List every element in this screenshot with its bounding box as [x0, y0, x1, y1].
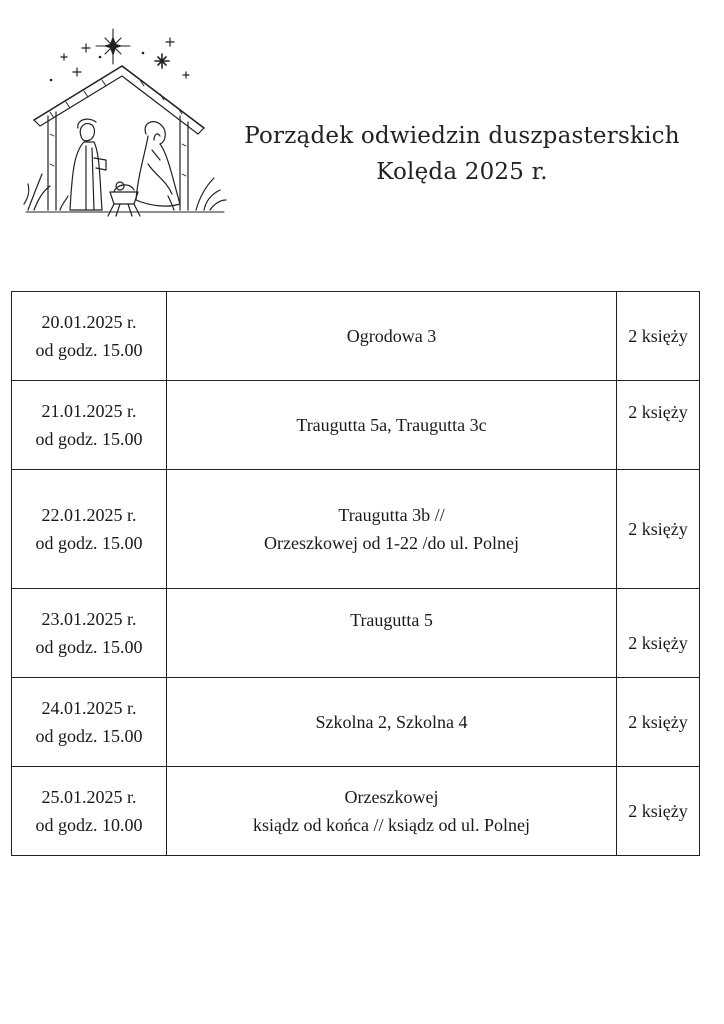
priests-cell: 2 księży: [617, 767, 700, 856]
priests-label: 2 księży: [628, 633, 688, 653]
visit-time: od godz. 15.00: [35, 429, 143, 449]
visit-date: 20.01.2025 r.: [41, 312, 137, 332]
street-line: Traugutta 5: [350, 610, 433, 630]
date-cell: [12, 589, 167, 678]
street-line: Orzeszkowej od 1-22 /do ul. Polnej: [264, 533, 519, 553]
street-cell: [167, 381, 617, 470]
visit-time: od godz. 10.00: [35, 815, 143, 835]
title-line-1: Porządek odwiedzin duszpasterskich: [244, 123, 680, 149]
date-cell: [12, 678, 167, 767]
date-cell: [12, 381, 167, 470]
priests-cell: [617, 381, 700, 470]
nativity-scene-icon: [20, 24, 230, 220]
priests-cell: 2 księży: [617, 678, 700, 767]
visit-time: od godz. 15.00: [35, 726, 143, 746]
street-cell: [167, 678, 617, 767]
table-row: [12, 678, 700, 767]
date-cell: [12, 292, 167, 381]
street-line: Ogrodowa 3: [346, 326, 437, 346]
visit-time: od godz. 15.00: [35, 533, 143, 553]
priests-cell: 2 księży: [617, 470, 700, 589]
visit-date: 21.01.2025 r.: [41, 401, 137, 421]
title-line-2: Kolęda 2025 r.: [376, 159, 548, 185]
table-row: [12, 381, 700, 470]
street-cell: [167, 470, 617, 589]
visit-time: od godz. 15.00: [35, 340, 143, 360]
table-row: [12, 292, 700, 381]
street-cell: [167, 292, 617, 381]
date-cell: [12, 767, 167, 856]
street-line: Szkolna 2, Szkolna 4: [315, 712, 468, 732]
visit-date: 24.01.2025 r.: [41, 698, 137, 718]
table-row: [12, 589, 700, 678]
street-line: Traugutta 3b //: [338, 505, 445, 525]
priests-label: 2 księży: [628, 402, 688, 422]
visit-date: 25.01.2025 r.: [41, 787, 137, 807]
priests-cell: 2 księży: [617, 292, 700, 381]
street-line: Orzeszkowej: [344, 787, 439, 807]
visit-date: 23.01.2025 r.: [41, 609, 137, 629]
date-cell: [12, 470, 167, 589]
street-cell: [167, 589, 617, 678]
table-row: [12, 767, 700, 856]
visit-schedule-table: [11, 291, 700, 856]
visit-time: od godz. 15.00: [35, 637, 143, 657]
visit-date: 22.01.2025 r.: [41, 505, 137, 525]
priests-cell: [617, 589, 700, 678]
street-cell: [167, 767, 617, 856]
page-title: [222, 118, 702, 190]
street-line: Traugutta 5a, Traugutta 3c: [296, 415, 487, 435]
table-row: [12, 470, 700, 589]
street-line: ksiądz od końca // ksiądz od ul. Polnej: [253, 815, 530, 835]
